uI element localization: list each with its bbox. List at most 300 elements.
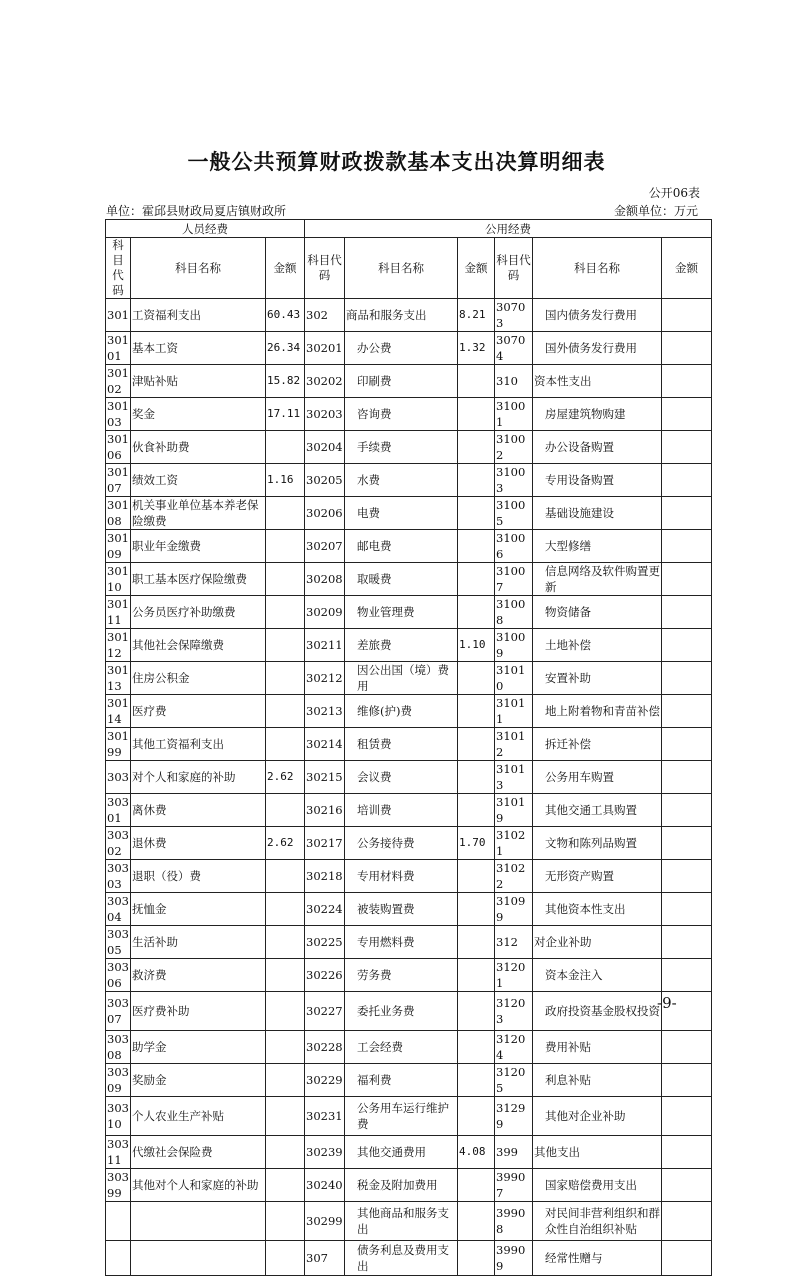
name-cell: 退职（役）费	[131, 860, 266, 893]
code-cell: 30212	[305, 662, 345, 695]
code-cell: 30202	[305, 365, 345, 398]
amount-cell: 4.08	[458, 1136, 495, 1169]
amount-cell	[266, 992, 305, 1031]
amount-cell	[458, 761, 495, 794]
name-cell: 培训费	[345, 794, 458, 827]
name-cell: 劳务费	[345, 959, 458, 992]
code-cell: 30302	[107, 828, 129, 858]
name-cell: 基本工资	[131, 332, 266, 365]
col-code-header: 科目代码	[305, 238, 345, 299]
name-cell: 信息网络及软件购置更新	[533, 563, 662, 596]
amount-cell	[458, 431, 495, 464]
code-cell: 39907	[495, 1169, 533, 1202]
name-cell: 政府投资基金股权投资	[533, 992, 662, 1031]
code-cell: 30201	[305, 332, 345, 365]
name-cell: 债务利息及费用支出	[345, 1241, 458, 1276]
table-row	[106, 1064, 712, 1097]
code-cell: 30209	[305, 596, 345, 629]
name-cell	[131, 1241, 266, 1276]
code-cell: 30106	[107, 432, 129, 462]
table-row	[106, 1136, 712, 1169]
amount-cell: 1.16	[266, 464, 305, 497]
name-cell: 其他商品和服务支出	[345, 1202, 458, 1241]
code-cell: 30216	[305, 794, 345, 827]
table-row	[106, 431, 712, 464]
reporting-unit: 单位：霍邱县财政局夏店镇财政所	[106, 204, 287, 218]
name-cell: 职业年金缴费	[131, 530, 266, 563]
name-cell: 公务用车运行维护费	[345, 1097, 458, 1136]
table-row	[106, 992, 712, 1031]
amount-cell	[662, 959, 712, 992]
name-cell: 地上附着物和青苗补偿	[533, 695, 662, 728]
code-cell: 399	[495, 1136, 533, 1169]
name-cell: 对民间非营利组织和群众性自治组织补贴	[533, 1202, 662, 1241]
name-cell: 会议费	[345, 761, 458, 794]
name-cell: 文物和陈列品购置	[533, 827, 662, 860]
name-cell: 公务员医疗补助缴费	[131, 596, 266, 629]
code-cell: 30231	[305, 1097, 345, 1136]
amount-cell	[662, 563, 712, 596]
name-cell: 其他交通工具购置	[533, 794, 662, 827]
code-cell: 30304	[107, 894, 129, 924]
amount-cell	[458, 992, 495, 1031]
col-code-header: 科目代码	[495, 238, 533, 299]
code-cell: 30205	[305, 464, 345, 497]
name-cell: 专用燃料费	[345, 926, 458, 959]
code-cell: 31012	[495, 728, 533, 761]
code-cell: 30703	[495, 299, 533, 332]
amount-cell	[458, 662, 495, 695]
code-cell: 30240	[305, 1169, 345, 1202]
code-cell: 39909	[495, 1241, 533, 1276]
amount-cell	[458, 398, 495, 431]
amount-cell	[266, 893, 305, 926]
amount-cell: 1.10	[458, 629, 495, 662]
code-cell: 312	[495, 926, 533, 959]
name-cell: 助学金	[131, 1031, 266, 1064]
name-cell: 土地补偿	[533, 629, 662, 662]
name-cell: 商品和服务支出	[345, 299, 458, 332]
amount-cell	[662, 596, 712, 629]
amount-cell	[266, 1241, 305, 1276]
page-title: 一般公共预算财政拨款基本支出决算明细表	[187, 150, 606, 174]
code-cell: 30299	[305, 1202, 345, 1241]
table-row	[106, 959, 712, 992]
code-cell: 31008	[495, 596, 533, 629]
name-cell: 工会经费	[345, 1031, 458, 1064]
amount-cell: 1.32	[458, 332, 495, 365]
code-cell: 30399	[107, 1170, 129, 1200]
name-cell: 印刷费	[345, 365, 458, 398]
name-cell: 其他工资福利支出	[131, 728, 266, 761]
amount-cell	[266, 1031, 305, 1064]
amount-cell: 60.43	[266, 299, 305, 332]
code-cell: 31019	[495, 794, 533, 827]
code-cell: 30307	[106, 992, 131, 1031]
name-cell: 其他对个人和家庭的补助	[131, 1169, 266, 1202]
table-row	[106, 629, 712, 662]
code-cell: 30107	[107, 465, 129, 495]
money-unit: 金额单位：万元	[613, 204, 698, 218]
amount-cell: 15.82	[266, 365, 305, 398]
code-cell: 307	[305, 1241, 345, 1276]
code-cell: 31203	[495, 992, 533, 1031]
table-row	[106, 1031, 712, 1064]
table-row	[106, 761, 712, 794]
form-number: 公开06表	[648, 186, 700, 200]
code-cell: 30218	[305, 860, 345, 893]
code-cell: 30228	[305, 1031, 345, 1064]
amount-cell	[458, 893, 495, 926]
code-cell	[106, 1241, 131, 1276]
amount-cell	[266, 1136, 305, 1169]
amount-cell	[458, 596, 495, 629]
code-cell: 31006	[495, 530, 533, 563]
name-cell: 福利费	[345, 1064, 458, 1097]
name-cell: 手续费	[345, 431, 458, 464]
name-cell: 资本金注入	[533, 959, 662, 992]
code-cell: 31009	[495, 629, 533, 662]
table-row	[106, 596, 712, 629]
amount-cell	[662, 1031, 712, 1064]
amount-cell	[662, 728, 712, 761]
amount-cell	[266, 728, 305, 761]
code-cell: 30203	[305, 398, 345, 431]
name-cell: 其他支出	[533, 1136, 662, 1169]
amount-cell	[458, 959, 495, 992]
amount-cell	[662, 893, 712, 926]
name-cell: 物业管理费	[345, 596, 458, 629]
name-cell: 救济费	[131, 959, 266, 992]
amount-cell	[458, 1097, 495, 1136]
amount-cell	[662, 827, 712, 860]
group-header-row	[106, 220, 712, 238]
code-cell: 30305	[107, 927, 129, 957]
amount-cell	[458, 695, 495, 728]
code-cell: 30239	[305, 1136, 345, 1169]
table-row	[106, 662, 712, 695]
code-cell: 310	[495, 365, 533, 398]
col-name-header: 科目名称	[131, 238, 266, 299]
amount-cell	[266, 959, 305, 992]
name-cell: 个人农业生产补贴	[131, 1097, 266, 1136]
code-cell: 30225	[305, 926, 345, 959]
amount-cell: 8.21	[458, 299, 495, 332]
code-cell: 30311	[107, 1137, 129, 1167]
name-cell: 工资福利支出	[131, 299, 266, 332]
amount-cell	[662, 1169, 712, 1202]
name-cell: 公务用车购置	[533, 761, 662, 794]
code-cell: 30208	[305, 563, 345, 596]
amount-cell	[662, 497, 712, 530]
name-cell: 其他对企业补助	[533, 1097, 662, 1136]
amount-cell	[458, 1064, 495, 1097]
amount-cell	[662, 1136, 712, 1169]
name-cell: 伙食补助费	[131, 431, 266, 464]
code-cell: 30213	[305, 695, 345, 728]
name-cell: 邮电费	[345, 530, 458, 563]
col-amount-header: 金额	[662, 238, 712, 299]
name-cell: 生活补助	[131, 926, 266, 959]
code-cell: 303	[106, 761, 131, 794]
table-row	[106, 1202, 712, 1241]
amount-cell	[662, 860, 712, 893]
name-cell: 大型修缮	[533, 530, 662, 563]
name-cell: 电费	[345, 497, 458, 530]
code-cell: 30310	[106, 1097, 131, 1136]
code-cell: 31010	[495, 662, 533, 695]
code-cell: 30217	[305, 827, 345, 860]
amount-cell	[662, 761, 712, 794]
name-cell: 公务接待费	[345, 827, 458, 860]
name-cell: 安置补助	[533, 662, 662, 695]
amount-cell	[266, 596, 305, 629]
name-cell: 水费	[345, 464, 458, 497]
group-personnel: 人员经费	[106, 220, 305, 238]
name-cell: 物资储备	[533, 596, 662, 629]
code-cell	[106, 1202, 131, 1241]
amount-cell	[458, 1031, 495, 1064]
name-cell: 国家赔偿费用支出	[533, 1169, 662, 1202]
code-cell: 30110	[107, 564, 129, 594]
name-cell: 机关事业单位基本养老保险缴费	[131, 497, 266, 530]
amount-cell	[266, 860, 305, 893]
amount-cell	[662, 1064, 712, 1097]
name-cell: 退休费	[131, 827, 266, 860]
table-row	[106, 1097, 712, 1136]
amount-cell	[662, 926, 712, 959]
amount-cell	[266, 1064, 305, 1097]
code-cell: 31021	[495, 827, 533, 860]
name-cell: 无形资产购置	[533, 860, 662, 893]
amount-cell	[662, 1097, 712, 1136]
name-cell: 被装购置费	[345, 893, 458, 926]
amount-cell	[662, 332, 712, 365]
code-cell: 30199	[107, 729, 129, 759]
table-row	[106, 893, 712, 926]
name-cell: 取暖费	[345, 563, 458, 596]
name-cell: 医疗费补助	[131, 992, 266, 1031]
code-cell: 301	[106, 299, 131, 332]
code-cell: 31007	[495, 563, 533, 596]
code-cell: 30215	[305, 761, 345, 794]
amount-cell	[458, 1241, 495, 1276]
amount-cell	[458, 365, 495, 398]
name-cell: 国外债务发行费用	[533, 332, 662, 365]
name-cell: 房屋建筑物购建	[533, 398, 662, 431]
code-cell: 31005	[495, 497, 533, 530]
amount-cell	[266, 695, 305, 728]
amount-cell	[662, 1241, 712, 1276]
table-row	[106, 530, 712, 563]
name-cell: 经常性赠与	[533, 1241, 662, 1276]
table-row	[106, 299, 712, 332]
code-cell: 30224	[305, 893, 345, 926]
name-cell: 委托业务费	[345, 992, 458, 1031]
amount-cell	[266, 794, 305, 827]
name-cell: 办公设备购置	[533, 431, 662, 464]
table-row	[106, 1241, 712, 1276]
code-cell: 30227	[305, 992, 345, 1031]
amount-cell	[458, 563, 495, 596]
amount-cell: 1.70	[458, 827, 495, 860]
amount-cell	[662, 398, 712, 431]
amount-cell	[458, 464, 495, 497]
name-cell: 津贴补贴	[131, 365, 266, 398]
code-cell: 30704	[495, 332, 533, 365]
code-cell: 302	[305, 299, 345, 332]
amount-cell	[458, 794, 495, 827]
name-cell: 其他资本性支出	[533, 893, 662, 926]
table-row	[106, 497, 712, 530]
name-cell: 租赁费	[345, 728, 458, 761]
name-cell: 对企业补助	[533, 926, 662, 959]
code-cell: 30109	[107, 531, 129, 561]
name-cell: 资本性支出	[533, 365, 662, 398]
amount-cell: 2.62	[266, 761, 305, 794]
name-cell	[131, 1202, 266, 1241]
amount-cell	[266, 563, 305, 596]
col-name-header: 科目名称	[345, 238, 458, 299]
amount-cell	[662, 299, 712, 332]
amount-cell: 26.34	[266, 332, 305, 365]
amount-cell	[662, 431, 712, 464]
code-cell: 30308	[107, 1032, 129, 1062]
col-amount-header: 金额	[266, 238, 305, 299]
expenditure-table	[105, 219, 712, 1276]
name-cell: 维修(护)费	[345, 695, 458, 728]
code-cell: 30301	[107, 795, 129, 825]
amount-cell	[266, 662, 305, 695]
name-cell: 绩效工资	[131, 464, 266, 497]
name-cell: 国内债务发行费用	[533, 299, 662, 332]
amount-cell	[266, 530, 305, 563]
code-cell: 31013	[495, 761, 533, 794]
amount-cell	[266, 629, 305, 662]
table-row	[106, 365, 712, 398]
table-row	[106, 728, 712, 761]
code-cell: 31022	[495, 860, 533, 893]
name-cell: 抚恤金	[131, 893, 266, 926]
name-cell: 税金及附加费用	[345, 1169, 458, 1202]
code-cell: 30206	[305, 497, 345, 530]
name-cell: 利息补贴	[533, 1064, 662, 1097]
name-cell: 对个人和家庭的补助	[131, 761, 266, 794]
amount-cell	[266, 497, 305, 530]
name-cell: 咨询费	[345, 398, 458, 431]
amount-cell	[662, 629, 712, 662]
table-row	[106, 926, 712, 959]
name-cell: 职工基本医疗保险缴费	[131, 563, 266, 596]
name-cell: 专用材料费	[345, 860, 458, 893]
page-number: -9-	[657, 994, 677, 1012]
table-row	[106, 563, 712, 596]
amount-cell	[266, 1202, 305, 1241]
code-cell: 30211	[305, 629, 345, 662]
table-row	[106, 398, 712, 431]
code-cell: 31205	[495, 1064, 533, 1097]
code-cell: 31099	[495, 893, 533, 926]
code-cell: 31201	[495, 959, 533, 992]
column-header-row	[106, 238, 712, 299]
code-cell: 30101	[107, 333, 129, 363]
name-cell: 基础设施建设	[533, 497, 662, 530]
code-cell: 30108	[107, 498, 129, 528]
amount-cell	[662, 464, 712, 497]
name-cell: 代缴社会保险费	[131, 1136, 266, 1169]
amount-cell	[458, 530, 495, 563]
code-cell: 30111	[107, 597, 129, 627]
code-cell: 30306	[107, 960, 129, 990]
code-cell: 31001	[495, 398, 533, 431]
code-cell: 31204	[495, 1031, 533, 1064]
amount-cell	[266, 926, 305, 959]
name-cell: 奖励金	[131, 1064, 266, 1097]
amount-cell	[266, 1169, 305, 1202]
amount-cell	[662, 1202, 712, 1241]
name-cell: 住房公积金	[131, 662, 266, 695]
code-cell: 31002	[495, 431, 533, 464]
amount-cell	[458, 1169, 495, 1202]
code-cell: 31299	[495, 1097, 533, 1136]
code-cell: 30112	[107, 630, 129, 660]
table-row	[106, 332, 712, 365]
code-cell: 30113	[107, 663, 129, 693]
code-cell: 30229	[305, 1064, 345, 1097]
name-cell: 拆迁补偿	[533, 728, 662, 761]
col-name-header: 科目名称	[533, 238, 662, 299]
amount-cell: 2.62	[266, 827, 305, 860]
col-code-header: 科目代码	[106, 238, 131, 299]
table-row	[106, 1169, 712, 1202]
amount-cell: 17.11	[266, 398, 305, 431]
code-cell: 30207	[305, 530, 345, 563]
table-row	[106, 860, 712, 893]
name-cell: 差旅费	[345, 629, 458, 662]
name-cell: 奖金	[131, 398, 266, 431]
name-cell: 医疗费	[131, 695, 266, 728]
name-cell: 其他交通费用	[345, 1136, 458, 1169]
code-cell: 30102	[107, 366, 129, 396]
name-cell: 办公费	[345, 332, 458, 365]
code-cell: 39908	[495, 1202, 533, 1241]
col-amount-header: 金额	[458, 238, 495, 299]
code-cell: 31003	[495, 464, 533, 497]
code-cell: 30214	[305, 728, 345, 761]
code-cell: 30303	[107, 861, 129, 891]
name-cell: 费用补贴	[533, 1031, 662, 1064]
code-cell: 30204	[305, 431, 345, 464]
group-public: 公用经费	[305, 220, 712, 238]
table-row	[106, 464, 712, 497]
table-row	[106, 695, 712, 728]
amount-cell	[266, 1097, 305, 1136]
amount-cell	[458, 926, 495, 959]
amount-cell	[662, 530, 712, 563]
name-cell: 离休费	[131, 794, 266, 827]
table-row	[106, 827, 712, 860]
name-cell: 因公出国（境）费用	[345, 662, 458, 695]
name-cell: 其他社会保障缴费	[131, 629, 266, 662]
name-cell: 专用设备购置	[533, 464, 662, 497]
code-cell: 30103	[107, 399, 129, 429]
amount-cell	[266, 431, 305, 464]
amount-cell	[662, 662, 712, 695]
code-cell: 30114	[107, 696, 129, 726]
amount-cell	[662, 365, 712, 398]
amount-cell	[458, 860, 495, 893]
amount-cell	[458, 728, 495, 761]
